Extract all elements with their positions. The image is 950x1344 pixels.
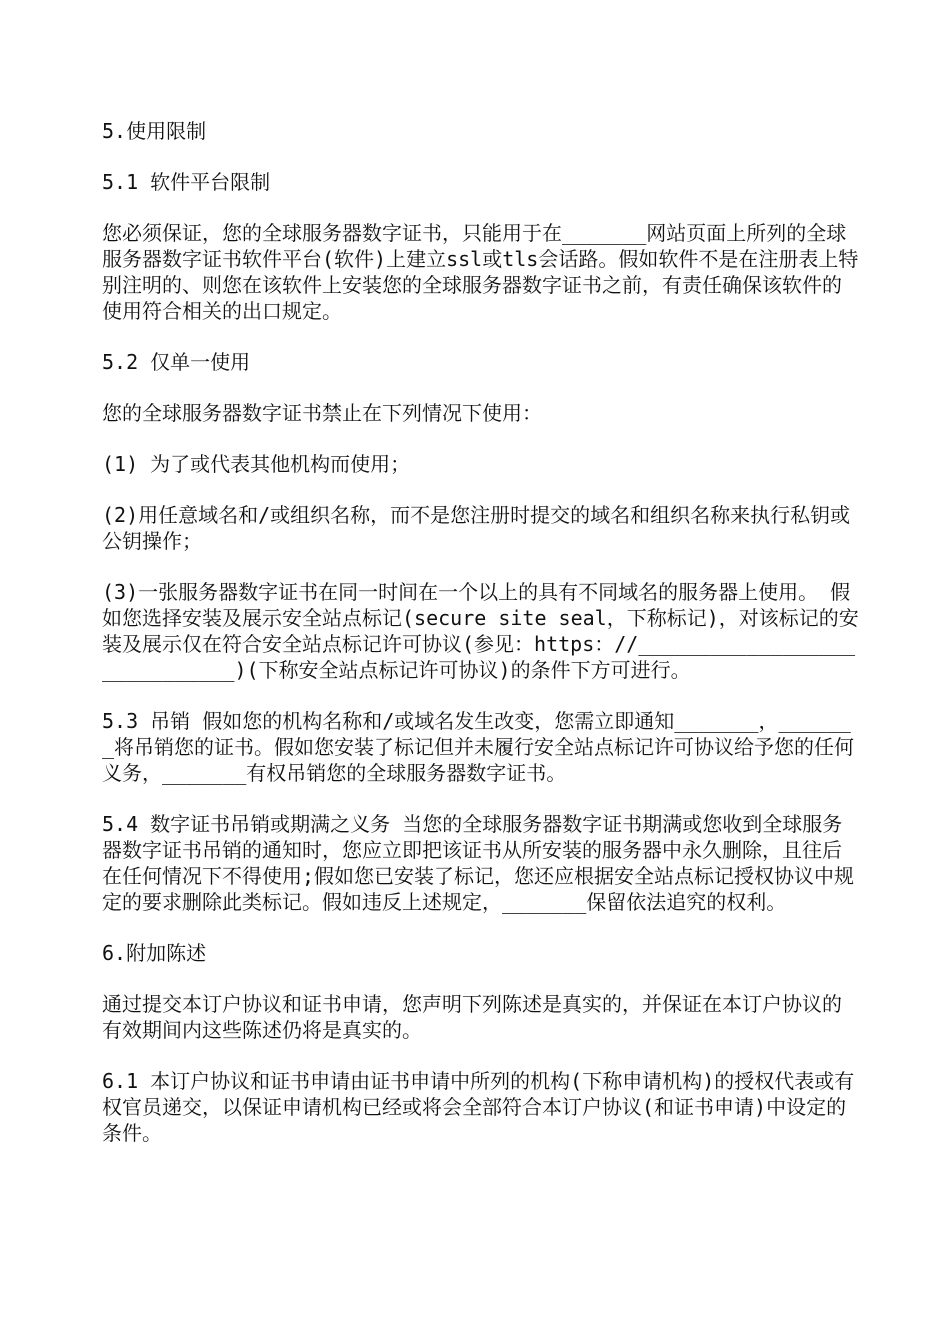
paragraph-6-intro: 通过提交本订户协议和证书申请，您声明下列陈述是真实的，并保证在本订户协议的有效期间内这些陈述仍将是真实的。	[102, 992, 842, 1042]
document-body	[102, 118, 860, 1171]
section-heading-5-1: 5.1 软件平台限制	[102, 170, 271, 194]
list-item-5-2-1: (1) 为了或代表其他机构而使用；	[102, 452, 411, 476]
paragraph-5-2-intro: 您的全球服务器数字证书禁止在下列情况下使用：	[102, 401, 542, 425]
paragraph-5-1-body: 您必须保证，您的全球服务器数字证书，只能用于在_______网站页面上所列的全球服务器数字证书软件平台(软件)上建立ssl或tls会话路。假如软件不是在注册表上特别注明的、则您在该软件上安装您的全球服务器数字证书之前，有责任确保该软件的使用符合相关的出口规定。	[102, 221, 859, 323]
paragraph-6-1: 6.1 本订户协议和证书申请由证书申请中所列的机构(下称申请机构)的授权代表或有权官员递交，以保证申请机构已经或将会全部符合本订户协议(和证书申请)中设定的条件。	[102, 1069, 855, 1145]
list-item-5-2-2: (2)用任意域名和/或组织名称，而不是您注册时提交的域名和组织名称来执行私钥或公钥操作；	[102, 503, 851, 553]
section-heading-5: 5.使用限制	[102, 119, 207, 143]
list-item-5-2-3: (3)一张服务器数字证书在同一时间在一个以上的具有不同域名的服务器上使用。 假如您选择安装及展示安全站点标记(secure site seal，下称标记)，对该标记的安装及展示仅在符合安全站点标记许可协议(参见：https：//_____________________________)(下称安全站点标记许可协议)的条件下方可进行。	[102, 580, 859, 682]
section-heading-6: 6.附加陈述	[102, 941, 207, 965]
section-heading-5-2: 5.2 仅单一使用	[102, 350, 251, 374]
paragraph-5-4: 5.4 数字证书吊销或期满之义务 当您的全球服务器数字证书期满或您收到全球服务器数字证书吊销的通知时，您应立即把该证书从所安装的服务器中永久删除，且往后在任何情况下不得使用;假如您已安装了标记，您还应根据安全站点标记授权协议中规定的要求删除此类标记。假如违反上述规定，_______保留依法追究的权利。	[102, 812, 855, 914]
paragraph-5-3: 5.3 吊销 假如您的机构名称和/或域名发生改变，您需立即通知_______，_______将吊销您的证书。假如您安装了标记但并未履行安全站点标记许可协议给予您的任何义务，_______有权吊销您的全球服务器数字证书。	[102, 709, 855, 785]
